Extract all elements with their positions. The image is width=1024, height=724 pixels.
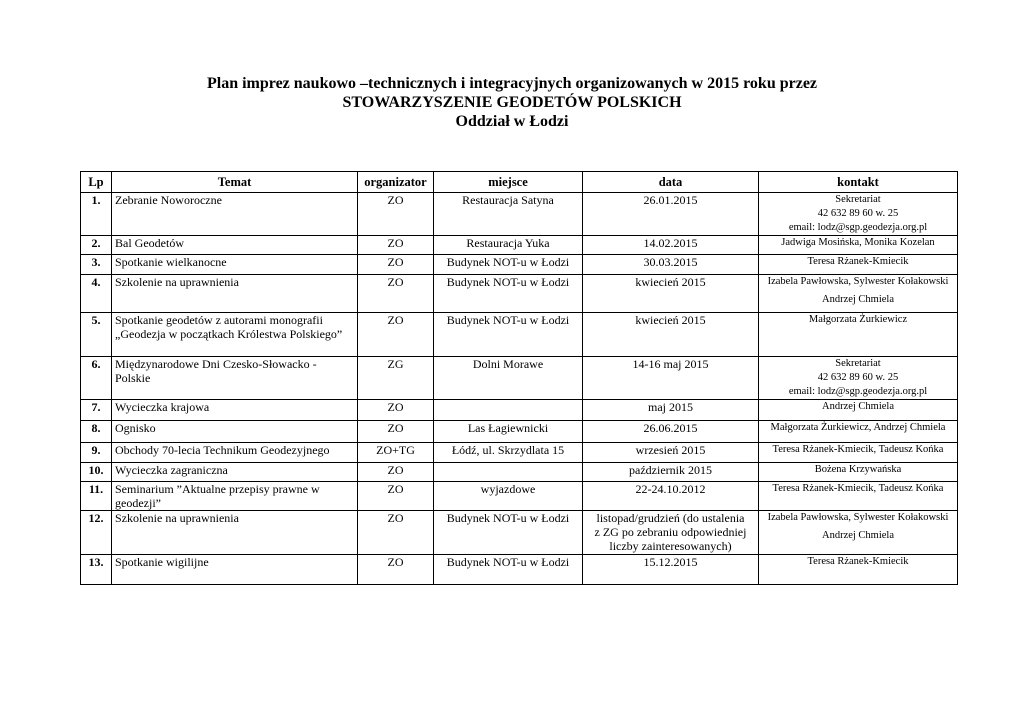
cell-data: [583, 255, 759, 275]
kontakt-line: Małgorzata Żurkiewicz: [808, 314, 908, 325]
table-row: [81, 421, 958, 443]
data-line: 26.06.2015: [643, 421, 698, 435]
data-line: z ZG po zebraniu odpowiedniej: [594, 525, 747, 539]
table-row: [81, 400, 958, 421]
table-row: [81, 193, 958, 236]
cell-kontakt: [759, 482, 958, 511]
cell-lp: 8.: [81, 421, 112, 443]
cell-organizator: ZO+TG: [358, 443, 434, 463]
cell-temat: Szkolenie na uprawnienia: [112, 511, 358, 555]
kontakt-line: 42 632 89 60 w. 25: [817, 372, 899, 383]
kontakt-line: Sekretariat: [835, 194, 881, 205]
cell-miejsce: Budynek NOT-u w Łodzi: [434, 511, 583, 555]
cell-miejsce: Dolni Morawe: [434, 357, 583, 400]
cell-kontakt: [759, 400, 958, 421]
header-organizator: organizator: [358, 172, 434, 193]
kontakt-line: Małgorzata Żurkiewicz, Andrzej Chmiela: [770, 422, 946, 433]
table-row: [81, 275, 958, 313]
kontakt-line: Andrzej Chmiela: [821, 294, 895, 305]
cell-lp: 4.: [81, 275, 112, 313]
header-kontakt: kontakt: [759, 172, 958, 193]
cell-miejsce: Budynek NOT-u w Łodzi: [434, 255, 583, 275]
kontakt-line: Andrzej Chmiela: [821, 530, 895, 541]
title-line-3: Oddział w Łodzi: [455, 113, 569, 130]
cell-organizator: ZO: [358, 400, 434, 421]
cell-organizator: ZO: [358, 275, 434, 313]
cell-miejsce: Budynek NOT-u w Łodzi: [434, 275, 583, 313]
cell-data: [583, 555, 759, 585]
cell-lp: 1.: [81, 193, 112, 236]
cell-temat: Wycieczka zagraniczna: [112, 463, 358, 482]
data-line: 14.02.2015: [643, 236, 698, 250]
data-line: 15.12.2015: [643, 555, 698, 569]
cell-miejsce: Las Łagiewnicki: [434, 421, 583, 443]
cell-miejsce: Budynek NOT-u w Łodzi: [434, 555, 583, 585]
cell-lp: 5.: [81, 313, 112, 357]
table-row: [81, 555, 958, 585]
cell-organizator: ZO: [358, 193, 434, 236]
cell-data: [583, 313, 759, 357]
cell-data: [583, 482, 759, 511]
cell-kontakt: [759, 555, 958, 585]
data-line: listopad/grudzień (do ustalenia: [596, 511, 745, 525]
table-row: [81, 255, 958, 275]
data-line: 22-24.10.2012: [635, 482, 706, 496]
kontakt-line: Izabela Pawłowska, Sylwester Kołakowski: [767, 512, 949, 523]
cell-temat: Seminarium ”Aktualne przepisy prawne w geodezji”: [112, 482, 358, 511]
cell-kontakt: [759, 357, 958, 400]
cell-kontakt: [759, 236, 958, 255]
kontakt-line: Sekretariat: [835, 358, 881, 369]
cell-data: [583, 463, 759, 482]
table-row: [81, 236, 958, 255]
events-table: [80, 171, 958, 585]
table-row: [81, 482, 958, 511]
cell-lp: 11.: [81, 482, 112, 511]
header-data: data: [583, 172, 759, 193]
cell-miejsce: [434, 463, 583, 482]
cell-lp: 2.: [81, 236, 112, 255]
cell-kontakt: [759, 421, 958, 443]
cell-temat: Obchody 70-lecia Technikum Geodezyjnego: [112, 443, 358, 463]
cell-temat: Spotkanie wigilijne: [112, 555, 358, 585]
cell-temat: Spotkanie wielkanocne: [112, 255, 358, 275]
title-line-1: Plan imprez naukowo –technicznych i integracyjnych organizowanych w 2015 roku przez: [206, 75, 818, 92]
table-row: [81, 511, 958, 555]
kontakt-line: Teresa Rżanek-Kmiecik: [807, 256, 909, 267]
cell-data: [583, 275, 759, 313]
cell-organizator: ZO: [358, 313, 434, 357]
data-line: 26.01.2015: [643, 193, 698, 207]
cell-kontakt: [759, 313, 958, 357]
header-miejsce: miejsce: [434, 172, 583, 193]
document-title: [0, 74, 1024, 131]
data-line: kwiecień 2015: [635, 313, 706, 327]
cell-temat: Bal Geodetów: [112, 236, 358, 255]
header-temat: Temat: [112, 172, 358, 193]
cell-miejsce: [434, 400, 583, 421]
cell-organizator: ZO: [358, 555, 434, 585]
cell-organizator: ZO: [358, 482, 434, 511]
cell-data: [583, 511, 759, 555]
data-line: liczby zainteresowanych): [609, 539, 732, 553]
cell-data: [583, 421, 759, 443]
cell-lp: 3.: [81, 255, 112, 275]
cell-data: [583, 443, 759, 463]
kontakt-line: Izabela Pawłowska, Sylwester Kołakowski: [767, 276, 949, 287]
cell-data: [583, 236, 759, 255]
kontakt-line: Jadwiga Mosińska, Monika Kozelan: [781, 237, 935, 248]
title-line-2: STOWARZYSZENIE GEODETÓW POLSKICH: [342, 94, 682, 111]
cell-organizator: ZG: [358, 357, 434, 400]
cell-temat: Międzynarodowe Dni Czesko-Słowacko - Polskie: [112, 357, 358, 400]
cell-temat: Szkolenie na uprawnienia: [112, 275, 358, 313]
cell-organizator: ZO: [358, 463, 434, 482]
kontakt-line: email: lodz@sgp.geodezja.org.pl: [788, 386, 928, 397]
header-lp: Lp: [81, 172, 112, 193]
cell-organizator: ZO: [358, 255, 434, 275]
cell-data: [583, 357, 759, 400]
table-row: [81, 357, 958, 400]
cell-kontakt: [759, 511, 958, 555]
cell-kontakt: [759, 463, 958, 482]
table-row: [81, 463, 958, 482]
kontakt-line: 42 632 89 60 w. 25: [817, 208, 899, 219]
cell-data: [583, 193, 759, 236]
cell-kontakt: [759, 193, 958, 236]
data-line: październik 2015: [629, 463, 712, 477]
data-line: maj 2015: [648, 400, 693, 414]
kontakt-line: Teresa Rżanek-Kmiecik: [807, 556, 909, 567]
cell-lp: 10.: [81, 463, 112, 482]
cell-miejsce: wyjazdowe: [434, 482, 583, 511]
kontakt-line: Andrzej Chmiela: [821, 401, 895, 412]
table-header-row: [81, 172, 958, 193]
cell-kontakt: [759, 275, 958, 313]
cell-miejsce: Restauracja Yuka: [434, 236, 583, 255]
table-row: [81, 443, 958, 463]
cell-temat: Spotkanie geodetów z autorami monografii „Geodezja w początkach Królestwa Polskiego”: [112, 313, 358, 357]
cell-lp: 13.: [81, 555, 112, 585]
table-row: [81, 313, 958, 357]
cell-kontakt: [759, 443, 958, 463]
data-line: 14-16 maj 2015: [632, 357, 709, 371]
kontakt-line: Teresa Rżanek-Kmiecik, Tadeusz Końka: [772, 483, 944, 494]
cell-lp: 6.: [81, 357, 112, 400]
cell-organizator: ZO: [358, 236, 434, 255]
data-line: kwiecień 2015: [635, 275, 706, 289]
kontakt-line: Bożena Krzywańska: [814, 464, 902, 475]
cell-lp: 9.: [81, 443, 112, 463]
cell-temat: Ognisko: [112, 421, 358, 443]
cell-lp: 12.: [81, 511, 112, 555]
cell-organizator: ZO: [358, 511, 434, 555]
kontakt-line: email: lodz@sgp.geodezja.org.pl: [788, 222, 928, 233]
data-line: wrzesień 2015: [635, 443, 706, 457]
cell-temat: Zebranie Noworoczne: [112, 193, 358, 236]
cell-lp: 7.: [81, 400, 112, 421]
cell-data: [583, 400, 759, 421]
cell-miejsce: Łódź, ul. Skrzydlata 15: [434, 443, 583, 463]
data-line: 30.03.2015: [643, 255, 698, 269]
cell-temat: Wycieczka krajowa: [112, 400, 358, 421]
cell-miejsce: Restauracja Satyna: [434, 193, 583, 236]
cell-kontakt: [759, 255, 958, 275]
cell-miejsce: Budynek NOT-u w Łodzi: [434, 313, 583, 357]
table-body: [81, 193, 958, 585]
kontakt-line: Teresa Rżanek-Kmiecik, Tadeusz Końka: [772, 444, 944, 455]
cell-organizator: ZO: [358, 421, 434, 443]
